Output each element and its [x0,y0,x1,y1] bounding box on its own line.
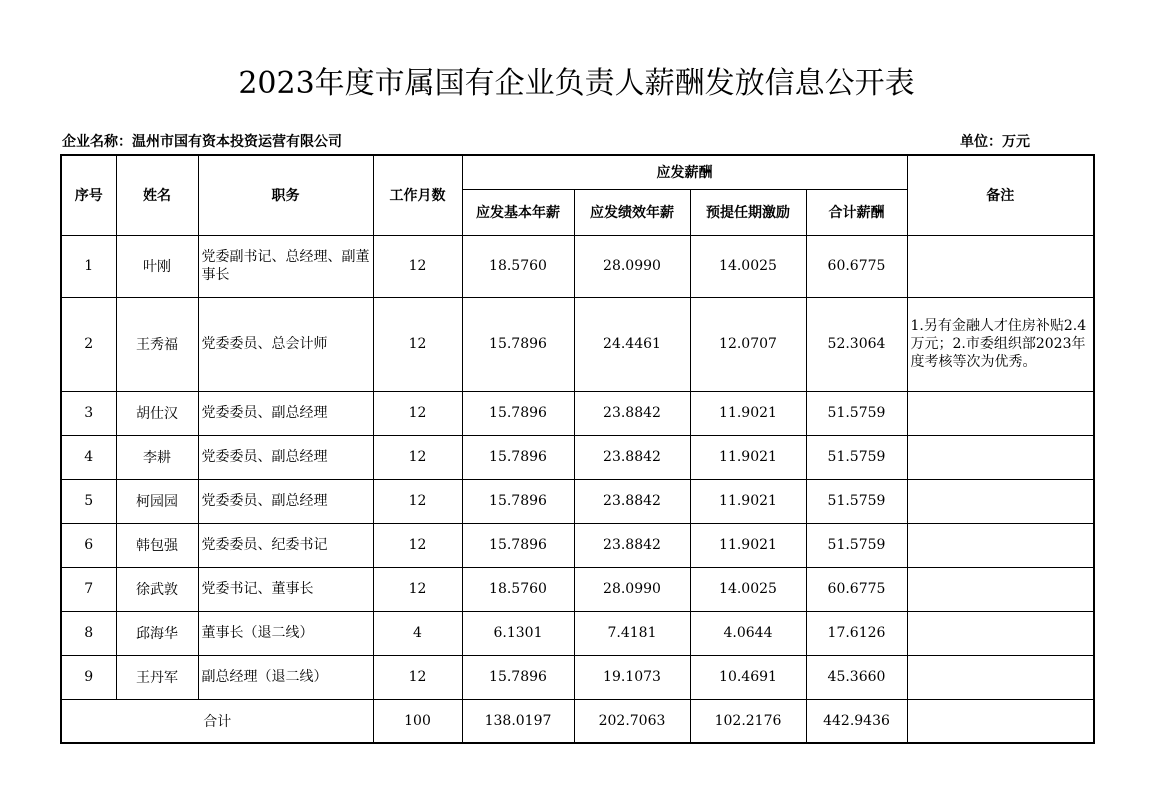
cell-base: 18.5760 [462,567,574,611]
cell-performance: 23.8842 [574,391,690,435]
cell-note [907,479,1094,523]
totals-incentive: 102.2176 [690,699,806,743]
cell-incentive: 14.0025 [690,235,806,297]
totals-performance: 202.7063 [574,699,690,743]
cell-months: 12 [373,479,462,523]
cell-base: 15.7896 [462,435,574,479]
table-row [61,611,1094,655]
totals-label: 合计 [61,699,373,743]
cell-total: 45.3660 [806,655,907,699]
cell-months: 12 [373,391,462,435]
cell-name: 柯园园 [116,479,198,523]
cell-incentive: 12.0707 [690,297,806,391]
totals-base: 138.0197 [462,699,574,743]
table-row [61,523,1094,567]
cell-base: 15.7896 [462,655,574,699]
totals-note [907,699,1094,743]
cell-total: 51.5759 [806,479,907,523]
cell-seq: 3 [61,391,116,435]
cell-note [907,655,1094,699]
cell-total: 60.6775 [806,235,907,297]
cell-base: 6.1301 [462,611,574,655]
cell-base: 15.7896 [462,297,574,391]
header-duty: 职务 [198,155,373,235]
cell-total: 51.5759 [806,391,907,435]
totals-total: 442.9436 [806,699,907,743]
cell-performance: 28.0990 [574,567,690,611]
cell-duty: 党委书记、董事长 [198,567,373,611]
cell-note [907,435,1094,479]
totals-months: 100 [373,699,462,743]
header-salary-group: 应发薪酬 [462,155,907,189]
cell-seq: 1 [61,235,116,297]
cell-incentive: 14.0025 [690,567,806,611]
cell-duty: 党委委员、副总经理 [198,435,373,479]
table-row [61,235,1094,297]
header-base: 应发基本年薪 [462,189,574,235]
table-row [61,479,1094,523]
cell-incentive: 11.9021 [690,523,806,567]
cell-seq: 2 [61,297,116,391]
cell-months: 12 [373,435,462,479]
cell-performance: 23.8842 [574,435,690,479]
cell-name: 邱海华 [116,611,198,655]
cell-base: 15.7896 [462,523,574,567]
cell-name: 叶刚 [116,235,198,297]
cell-performance: 24.4461 [574,297,690,391]
cell-months: 12 [373,523,462,567]
cell-name: 韩包强 [116,523,198,567]
table-row [61,655,1094,699]
cell-performance: 23.8842 [574,523,690,567]
cell-total: 51.5759 [806,435,907,479]
cell-performance: 19.1073 [574,655,690,699]
table-row [61,435,1094,479]
cell-base: 18.5760 [462,235,574,297]
cell-note [907,567,1094,611]
cell-name: 王秀福 [116,297,198,391]
company-name: 企业名称：温州市国有资本投资运营有限公司 [62,134,342,150]
totals-row [61,699,1094,743]
table-row [61,297,1094,391]
cell-duty: 董事长（退二线） [198,611,373,655]
cell-seq: 4 [61,435,116,479]
salary-table [60,154,1095,744]
cell-total: 51.5759 [806,523,907,567]
cell-note [907,391,1094,435]
header-incentive: 预提任期激励 [690,189,806,235]
cell-incentive: 4.0644 [690,611,806,655]
cell-total: 60.6775 [806,567,907,611]
cell-base: 15.7896 [462,391,574,435]
header-seq: 序号 [61,155,116,235]
cell-performance: 7.4181 [574,611,690,655]
header-performance: 应发绩效年薪 [574,189,690,235]
cell-note [907,235,1094,297]
cell-name: 李耕 [116,435,198,479]
cell-total: 52.3064 [806,297,907,391]
cell-seq: 9 [61,655,116,699]
page-title: 2023年度市属国有企业负责人薪酬发放信息公开表 [238,66,915,101]
cell-seq: 7 [61,567,116,611]
cell-performance: 28.0990 [574,235,690,297]
cell-performance: 23.8842 [574,479,690,523]
cell-duty: 党委委员、总会计师 [198,297,373,391]
table-row [61,391,1094,435]
cell-months: 12 [373,655,462,699]
cell-months: 12 [373,235,462,297]
cell-duty: 党委委员、副总经理 [198,391,373,435]
cell-months: 12 [373,567,462,611]
cell-incentive: 11.9021 [690,435,806,479]
cell-seq: 6 [61,523,116,567]
header-total: 合计薪酬 [806,189,907,235]
cell-months: 4 [373,611,462,655]
cell-incentive: 11.9021 [690,479,806,523]
unit-label: 单位：万元 [960,134,1030,150]
cell-name: 王丹军 [116,655,198,699]
cell-note [907,523,1094,567]
cell-name: 徐武敦 [116,567,198,611]
cell-base: 15.7896 [462,479,574,523]
header-note: 备注 [907,155,1094,235]
cell-duty: 党委委员、副总经理 [198,479,373,523]
table-row [61,567,1094,611]
cell-duty: 副总经理（退二线） [198,655,373,699]
cell-note: 1.另有金融人才住房补贴2.4万元；2.市委组织部2023年度考核等次为优秀。 [907,297,1094,391]
cell-duty: 党委委员、纪委书记 [198,523,373,567]
cell-total: 17.6126 [806,611,907,655]
cell-incentive: 10.4691 [690,655,806,699]
cell-duty: 党委副书记、总经理、副董事长 [198,235,373,297]
header-name: 姓名 [116,155,198,235]
cell-incentive: 11.9021 [690,391,806,435]
cell-seq: 8 [61,611,116,655]
cell-months: 12 [373,297,462,391]
header-months: 工作月数 [373,155,462,235]
cell-name: 胡仕汉 [116,391,198,435]
cell-seq: 5 [61,479,116,523]
cell-note [907,611,1094,655]
